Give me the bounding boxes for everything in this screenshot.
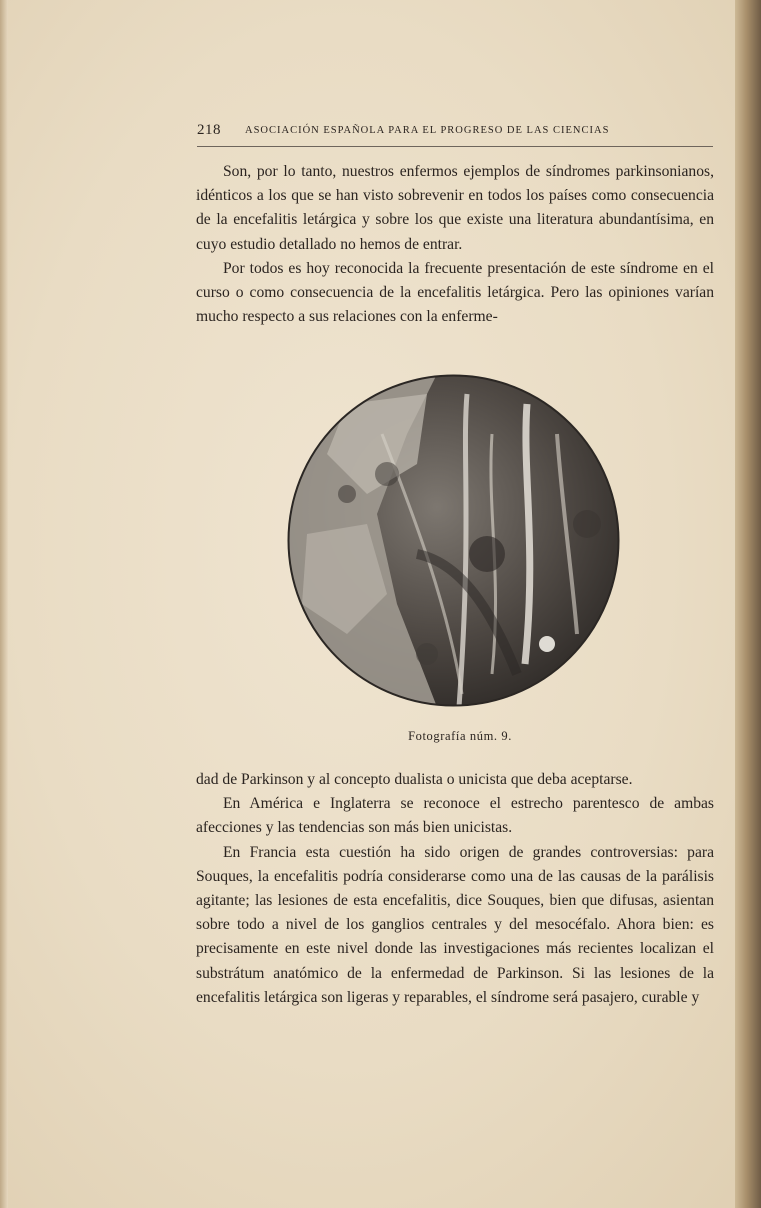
running-head: ASOCIACIÓN ESPAÑOLA PARA EL PROGRESO DE LAS CIENCIAS — [245, 125, 610, 136]
body-text-top — [196, 160, 714, 329]
page-header — [197, 122, 713, 147]
page-left-edge — [0, 0, 8, 1208]
paragraph: dad de Parkinson y al concepto dualista o unicista que deba aceptarse. — [196, 771, 633, 788]
page-right-edge — [735, 0, 761, 1208]
figure-caption: Fotografía núm. 9. — [408, 729, 512, 743]
page-number: 218 — [197, 122, 221, 138]
paragraph: Por todos es hoy reconocida la frecuente presentación de este síndrome en el curso o como consecuencia de la encefalitis letárgica. Pero las opiniones varían mucho respecto a sus relaciones con la enferme- — [196, 259, 714, 326]
micrograph-image — [287, 374, 620, 707]
paragraph: Son, por lo tanto, nuestros enfermos ejemplos de síndromes parkinsonianos, idénticos a los que se han visto sobrevenir en todos los países como consecuencia de la encefalitis letárgica y sobre los que existe una literatura abundantísima, en cuyo estudio detallado no hemos de entrar. — [196, 163, 714, 253]
body-text-bottom — [196, 768, 714, 1010]
circular-micrograph-photo — [287, 374, 620, 707]
paragraph: En América e Inglaterra se reconoce el estrecho parentesco de ambas afecciones y las tendencias son más bien unicistas. — [196, 795, 714, 837]
paragraph: En Francia esta cuestión ha sido origen de grandes controversias: para Souques, la encefalitis podría considerarse como una de las causas de la parálisis agitante; las lesiones de esta encefalitis, dice Souques, bien que difusas, asientan sobre todo a nivel de los ganglios centrales y del mesocéfalo. Ahora bien: es precisamente en este nivel donde las investigaciones más recientes localizan el substrátum anatómico de la enfermedad de Parkinson. Si las lesiones de la encefalitis letárgica son ligeras y reparables, el síndrome será pasajero, curable y — [196, 843, 714, 1006]
